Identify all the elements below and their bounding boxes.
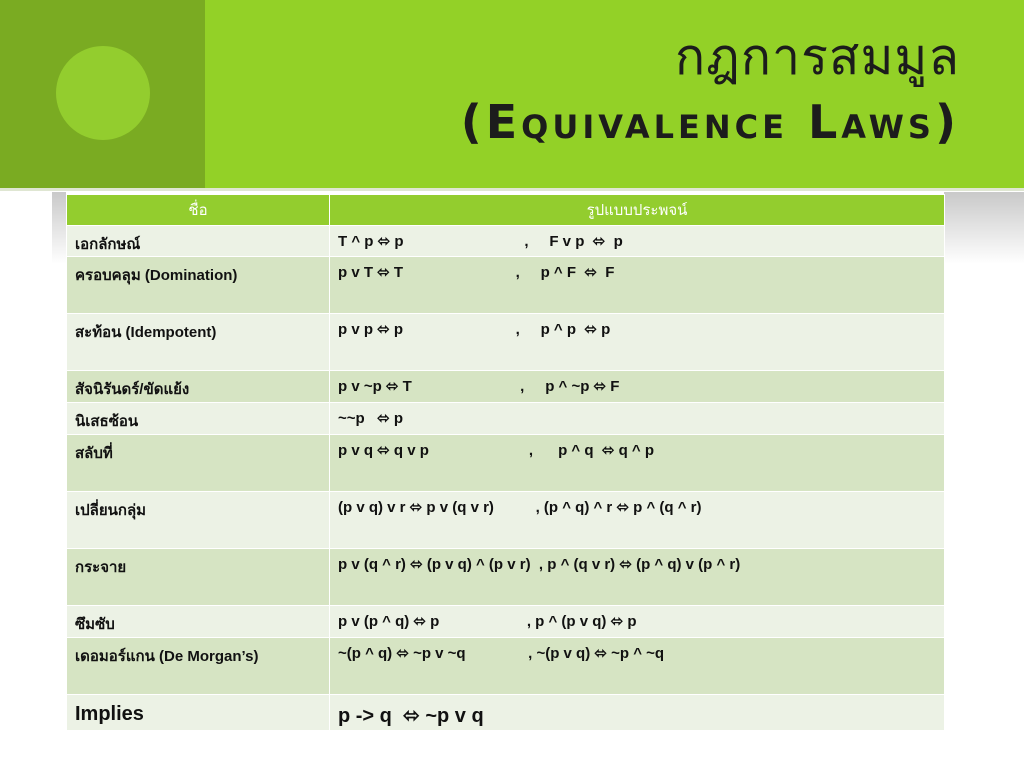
header-form: รูปแบบประพจน์ <box>330 195 945 226</box>
law-form: p v ~p ⬄ T , p ^ ~p ⬄ F <box>330 371 945 403</box>
law-form: ~(p ^ q) ⬄ ~p v ~q , ~(p v q) ⬄ ~p ^ ~q <box>330 638 945 695</box>
law-name: เปลี่ยนกลุ่ม <box>67 492 330 549</box>
law-form: p v p ⬄ p , p ^ p ⬄ p <box>330 314 945 371</box>
law-name: Implies <box>67 695 330 731</box>
right-shadow <box>944 192 1024 264</box>
law-name: นิเสธซ้อน <box>67 403 330 435</box>
law-form: (p v q) v r ⬄ p v (q v r) , (p ^ q) ^ r ⬄ p ^ (q ^ r) <box>330 492 945 549</box>
law-form: p -> q ⬄ ~p v q <box>330 695 945 731</box>
title-thai: กฎการสมมูล <box>674 28 960 86</box>
law-form: p v T ⬄ T , p ^ F ⬄ F <box>330 257 945 314</box>
table-row <box>67 606 945 638</box>
law-name: สลับที่ <box>67 435 330 492</box>
law-form: p v (q ^ r) ⬄ (p v q) ^ (p v r) , p ^ (q v r) ⬄ (p ^ q) v (p ^ r) <box>330 549 945 606</box>
law-form: p v (p ^ q) ⬄ p , p ^ (p v q) ⬄ p <box>330 606 945 638</box>
table-row <box>67 314 945 371</box>
table-row <box>67 226 945 257</box>
table-row <box>67 403 945 435</box>
law-name: เดอมอร์แกน (De Morgan’s) <box>67 638 330 695</box>
table-row <box>67 549 945 606</box>
table-header-row <box>67 195 945 226</box>
law-form: ~~p ⬄ p <box>330 403 945 435</box>
title-english: (Equivalence Laws) <box>460 95 960 149</box>
table-row <box>67 257 945 314</box>
law-name: สะท้อน (Idempotent) <box>67 314 330 371</box>
equivalence-laws-table <box>66 194 945 731</box>
law-name: กระจาย <box>67 549 330 606</box>
law-name: เอกลักษณ์ <box>67 226 330 257</box>
law-name: ซึมซับ <box>67 606 330 638</box>
left-shadow <box>52 192 66 264</box>
table-row <box>67 638 945 695</box>
law-name: ครอบคลุม (Domination) <box>67 257 330 314</box>
table-row <box>67 435 945 492</box>
law-form: T ^ p ⬄ p , F v p ⬄ p <box>330 226 945 257</box>
table-row <box>67 695 945 731</box>
law-name: สัจนิรันดร์/ขัดแย้ง <box>67 371 330 403</box>
slide-title <box>461 24 960 154</box>
table-row <box>67 492 945 549</box>
header-name: ชื่อ <box>67 195 330 226</box>
table-row <box>67 371 945 403</box>
law-form: p v q ⬄ q v p , p ^ q ⬄ q ^ p <box>330 435 945 492</box>
decorative-circle <box>56 46 150 140</box>
title-divider <box>0 188 1024 191</box>
